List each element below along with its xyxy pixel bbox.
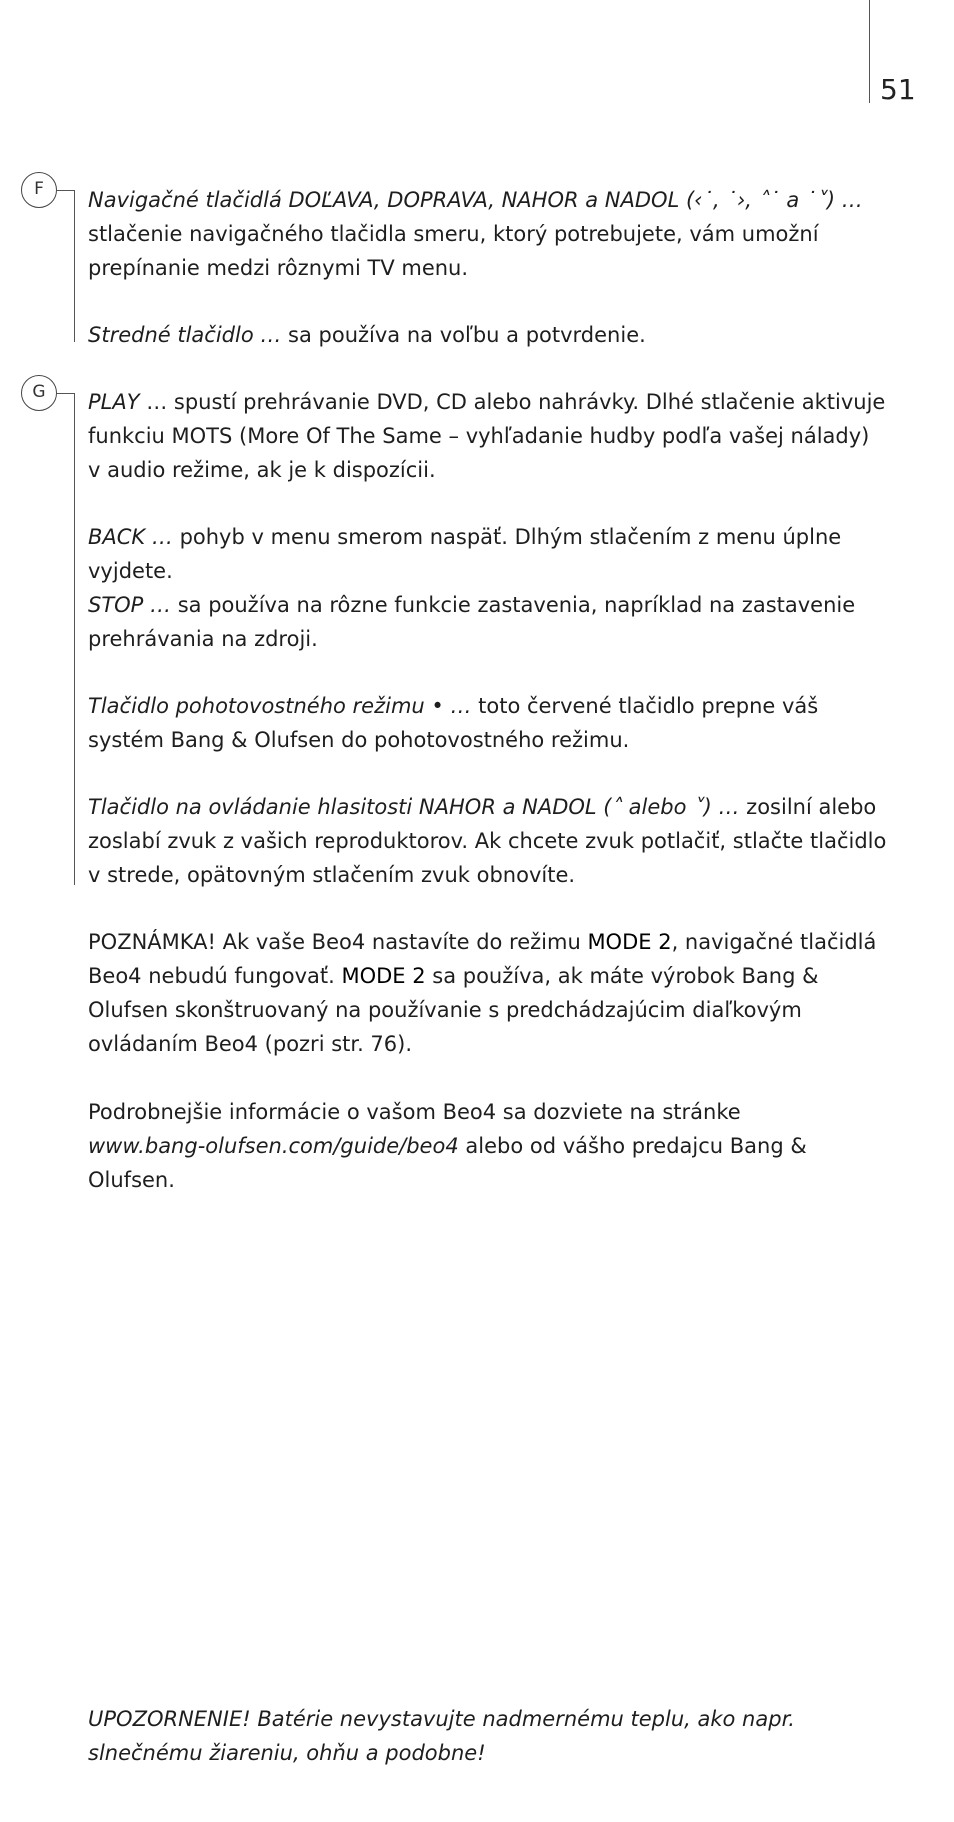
note-mode-2: MODE 2 — [341, 964, 426, 988]
section-g-label: G — [21, 375, 57, 411]
stop-title: STOP … — [88, 593, 172, 617]
page-number: 51 — [880, 73, 916, 106]
section-f-label: F — [21, 172, 57, 208]
center-button-text: sa používa na voľbu a potvrdenie. — [281, 323, 646, 347]
stop-paragraph — [88, 588, 888, 656]
note-mode-1: MODE 2 — [587, 930, 672, 954]
stop-text: sa používa na rôzne funkcie zastavenia, napríklad na zastavenie prehrávania na zdroji. — [88, 593, 856, 651]
info-text-2: alebo od vášho predajcu Bang & Olufsen. — [88, 1134, 807, 1192]
volume-text: zosilní alebo zoslabí zvuk z vašich reproduktorov. Ak chcete zvuk potlačiť, stlačte tlačidlo v strede, opätovným stlačením zvuk obnovíte. — [88, 795, 887, 887]
standby-paragraph — [88, 689, 888, 757]
back-title: BACK … — [88, 525, 173, 549]
volume-paragraph — [88, 790, 888, 892]
page-rule — [869, 0, 870, 103]
section-g-bracket-line — [74, 393, 75, 885]
back-paragraph — [88, 520, 888, 588]
center-button-paragraph — [88, 318, 888, 352]
nav-buttons-text: stlačenie navigačného tlačidla smeru, ktorý potrebujete, vám umožní prepínanie medzi rôznymi TV menu. — [88, 222, 819, 280]
nav-buttons-paragraph — [88, 183, 888, 285]
play-title: PLAY — [88, 390, 140, 414]
info-text-1: Podrobnejšie informácie o vašom Beo4 sa dozviete na stránke — [88, 1100, 741, 1124]
center-button-title: Stredné tlačidlo … — [88, 323, 282, 347]
note-part-3: sa používa, ak máte výrobok Bang & Olufsen skonštruovaný na používanie s predchádzajúcim diaľkovým ovládaním Beo4 (pozri str. 76). — [88, 964, 819, 1056]
note-part-1: POZNÁMKA! Ak vaše Beo4 nastavíte do režimu — [88, 930, 588, 954]
section-g-bracket-top — [57, 393, 74, 394]
info-link[interactable]: www.bang-olufsen.com/guide/beo4 — [88, 1134, 459, 1158]
play-text: … spustí prehrávanie DVD, CD alebo nahrávky. Dlhé stlačenie aktivuje funkciu MOTS (More Of The Same – vyhľadanie hudby podľa vašej nálady) v audio režime, ak je k dispozícii. — [88, 390, 886, 482]
note-part-2: , navigačné tlačidlá Beo4 nebudú fungovať. — [88, 930, 877, 988]
nav-buttons-title: Navigačné tlačidlá DOĽAVA, DOPRAVA, NAHOR a NADOL (‹˙, ˙›, ˄˙ a ˙˅) … — [88, 188, 863, 212]
standby-title: Tlačidlo pohotovostného režimu • … — [88, 694, 472, 718]
play-paragraph — [88, 385, 888, 487]
battery-warning: UPOZORNENIE! Batérie nevystavujte nadmernému teplu, ako napr. slnečnému žiareniu, ohňu a podobne! — [88, 1707, 795, 1765]
volume-title: Tlačidlo na ovládanie hlasitosti NAHOR a NADOL (˄ alebo ˅) … — [88, 795, 740, 819]
standby-text: toto červené tlačidlo prepne váš systém Bang & Olufsen do pohotovostného režimu. — [88, 694, 819, 752]
info-paragraph — [88, 1095, 888, 1197]
back-text: pohyb v menu smerom naspäť. Dlhým stlačením z menu úplne vyjdete. — [88, 525, 842, 583]
section-f-bracket-top — [57, 190, 74, 191]
section-f-bracket-line — [74, 190, 75, 342]
note-paragraph — [88, 925, 888, 1061]
